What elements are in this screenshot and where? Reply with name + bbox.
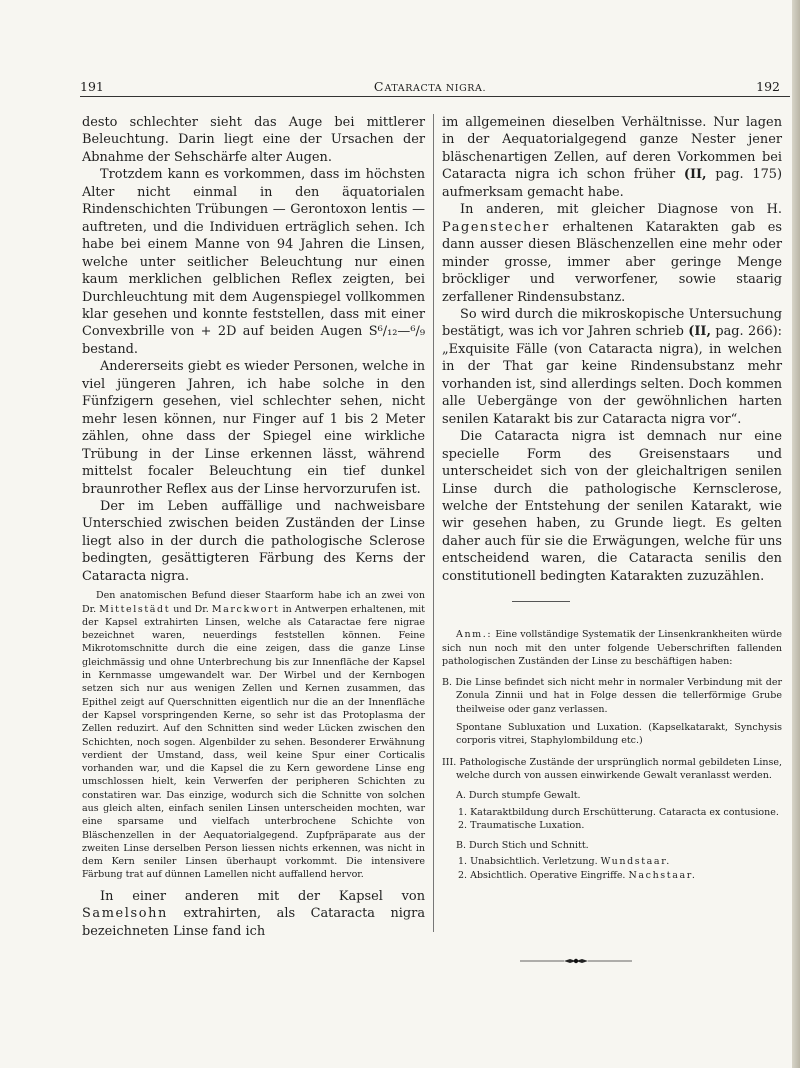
list-item: B. Die Linse befindet sich nicht mehr in normaler Verbindung mit der Zonula Zinnii und hat in Folge dessen die tellerförmige Grube theilweise oder ganz verlassen.: [442, 677, 782, 715]
term: Nachstaar.: [628, 869, 697, 881]
list-item: 2. Absichtlich. Operative Eingriffe. Nachstaar.: [458, 869, 697, 881]
list-item: III. Pathologische Zustände der ursprünglich normal gebildeten Linse, welche durch von aussen einwirkende Gewalt veranlasst werden.: [442, 756, 782, 781]
section-divider: [512, 601, 570, 602]
list-item: 1. Kataraktbildung durch Erschütterung. Cataracta ex contusione.: [458, 806, 779, 818]
paragraph: Andererseits giebt es wieder Personen, welche in viel jüngeren Jahren, ich habe solche in den Fünfzigern gesehen, viel schlechter sehen, nicht mehr lesen können, nur Finger auf 1 bis 2 Meter zählen, ohne dass der Spiegel eine wirkliche Trübung in der Linse erkennen lässt, während mittelst focaler Beleuchtung ein tief dunkel braunrother Reflex aus der Linse hervorzurufen ist.: [82, 359, 425, 497]
list-item: Spontane Subluxation und Luxation. (Kapselkatarakt, Synchysis corporis vitrei, Staphylombildung etc.): [456, 722, 782, 747]
person-name: Samelsohn: [82, 906, 168, 922]
reference: (II,: [688, 324, 711, 340]
right-column: [442, 114, 782, 882]
term: Wundstaar.: [600, 856, 671, 868]
person-name: Marckwort: [211, 603, 280, 615]
list-item: A. Durch stumpfe Gewalt.: [456, 790, 581, 802]
page-number-right: 192: [756, 79, 780, 94]
paragraph: Der im Leben auffällige und nachweisbare Unterschied zwischen beiden Zuständen der Linse liegt also in der durch die pathologische Sclerose bedingten, gesättigteren Färbung des Kerns der Cataracta nigra.: [82, 498, 425, 584]
list-item: 2. Traumatische Luxation.: [458, 819, 585, 831]
list-item: B. Durch Stich und Schnitt.: [456, 840, 589, 852]
paragraph: In anderen, mit gleicher Diagnose von H. Pagenstecher erhaltenen Katarakten gab es dann ausser diesen Bläschenzellen eine mehr oder minder grosse, immer aber geringe Menge bröckliger und verworfener, sowie staarig zerfallener Rindensubstanz.: [442, 202, 782, 305]
left-column: [82, 114, 425, 940]
list-item: 1. Unabsichtlich. Verletzung. Wundstaar.: [458, 856, 671, 868]
person-name: Pagenstecher: [442, 219, 550, 235]
paragraph: desto schlechter sieht das Auge bei mittlerer Beleuchtung. Darin liegt eine der Ursachen der Abnahme der Sehschärfe alter Augen.: [82, 115, 425, 165]
ornament-tailpiece: [520, 958, 632, 964]
paragraph: Die Cataracta nigra ist demnach nur eine specielle Form des Greisenstaars und unterscheidet sich von der gleichaltrigen senilen Linse durch die pathologische Kernsclerose, welche der Entstehung der senilen Katarakt, wie wir gesehen haben, zu Grunde liegt. Es gelten daher auch für sie die Erwägungen, welche für uns entscheidend waren, die Cataracta senilis den constitutionell bedingten Katarakten zuzuzählen.: [442, 429, 782, 584]
page-edge: [792, 0, 800, 1068]
right-body: [442, 114, 782, 585]
running-header: [80, 80, 780, 94]
running-title: CATARACTA NIGRA.: [373, 79, 487, 94]
paragraph: So wird durch die mikroskopische Untersuchung bestätigt, was ich vor Jahren schrieb (II, pag. 266): „Exquisite Fälle (von Cataracta nigra), in welchen in der That gar keine Rindensubstanz mehr vorhanden ist, sind allerdings selten. Doch kommen alle Uebergänge von der gewöhnlichen harten senilen Katarakt bis zur Cataracta nigra vor“.: [442, 306, 783, 427]
paragraph: Trotzdem kann es vorkommen, dass im höchsten Alter nicht einmal in den äquatorialen Rindenschichten Trübungen — Gerontoxon lentis — auftreten, und die Individuen erträglich sehen. Ich habe bei einem Manne von 94 Jahren die Linsen, welche unter seitlicher Beleuchtung nur einen kaum merklichen gelblichen Reflex zeigten, bei Durchleuchtung mit dem Augenspiegel vollkommen klar gesehen und konnte feststellen, dass mit einer Convexbrille von + 2D auf beiden Augen S⁶/₁₂—⁶/₉ bestand.: [82, 167, 425, 357]
person-name: Mittelstädt: [99, 603, 171, 615]
page-number-left: 191: [80, 79, 104, 94]
annotation: Anm.: Eine vollständige Systematik der Linsenkrankheiten würde sich nun noch mit den unter folgende Ueberschriften fallenden pathologischen Zuständen der Linse zu beschäftigen haben:: [442, 629, 782, 667]
column-divider: [433, 114, 434, 932]
left-body: [82, 114, 425, 585]
paragraph: im allgemeinen dieselben Verhältnisse. Nur lagen in der Aequatorialgegend ganze Nester jener bläschenartigen Zellen, auf deren Vorkommen bei Cataracta nigra ich schon früher (II, pag. 175) aufmerksam gemacht habe.: [442, 115, 783, 200]
small-print-note: Den anatomischen Befund dieser Staarform habe ich an zwei von Dr. Mittelstädt und Dr. Marckwort in Antwerpen erhaltenen, mit der Kapsel extrahirten Linsen, welche als Cataractae fere nigrae bezeichnet waren, neuerdings feststellen können. Feine Mikrotomschnitte durch die eine zeigen, dass die ganze Linse gleichmässig und ohne Unterbrechung bis zur Innenfläche der Kapsel in Kernmasse umgewandelt war. Der Wirbel und der Kernbogen setzen sich nur aus wenigen Zellen und Kernen zusammen, das Epithel zeigt auf Querschnitten eigentlich nur die an der Innenfläche der Kapsel vorspringenden Kerne, so sehr ist das Protoplasma der Zellen reduzirt. Auf den Schnitten sind weder Lücken zwischen den Schichten, noch sogen. Algenbilder zu sehen. Besonderer Erwähnung verdient der Umstand, dass, weil keine Spur einer Corticalis vorhanden war, und die Kapsel die zu Kern gewordene Linse eng umschlossen hielt, kein Verwerfen der peripheren Schichten zu constatiren war. Das einzige, wodurch sich die Schnitte von solchen aus gleich alten, einfach senilen Linsen unterscheiden mochten, war eine sparsame und vielfach unterbrochene Schichte von Bläschenzellen in der Aequatorialgegend. Zupfpräparate aus der zweiten Linse derselben Person liessen nichts erkennen, was nicht in dem Kern seniler Linsen überhaupt vorkommt. Die intensivere Färbung trat auf dünnen Lamellen nicht auffallend hervor.: [82, 590, 425, 881]
paragraph: In einer anderen mit der Kapsel von Samelsohn extrahirten, als Cataracta nigra bezeichneten Linse fand ich: [82, 888, 425, 939]
header-rule: [80, 96, 790, 97]
annotation-label: Anm.:: [456, 629, 493, 641]
reference: (II,: [683, 167, 707, 183]
outline-list: [442, 676, 782, 882]
